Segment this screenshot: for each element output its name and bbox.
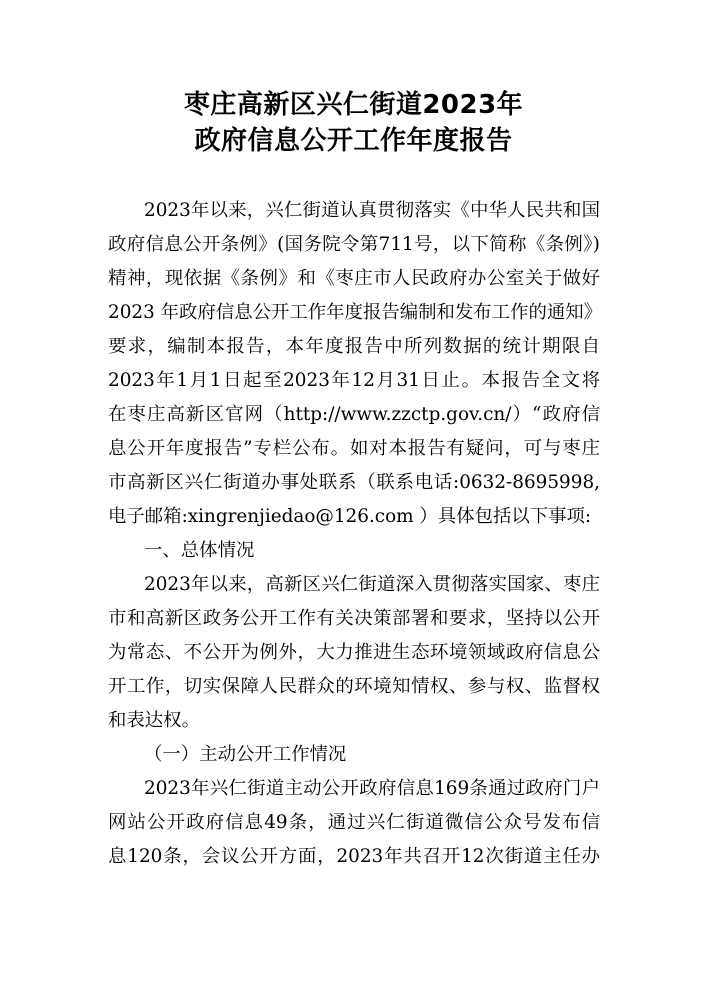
overview-line: 为常态、不公开为例外，大力推进生态环境领域政府信息公 bbox=[108, 642, 600, 663]
intro-line: 电子邮箱:xingrenjiedao@126.com ）具体包括以下事项: bbox=[108, 506, 592, 527]
disclosure-line: 网站公开政府信息49条，通过兴仁街道微信公众号发布信 bbox=[108, 812, 600, 833]
section-heading-overview: 一、总体情况 bbox=[144, 540, 255, 561]
intro-line: 要求，编制本报告，本年度报告中所列数据的统计期限自 bbox=[108, 336, 600, 357]
intro-line: 2023 年政府信息公开工作年度报告编制和发布工作的通知》 bbox=[108, 302, 603, 323]
intro-line: 市高新区兴仁街道办事处联系（联系电话:0632-8695998, bbox=[108, 472, 600, 493]
intro-line: 2023年以来，兴仁街道认真贯彻落实《中华人民共和国 bbox=[144, 200, 600, 221]
subsection-heading-active-disclosure: （一）主动公开工作情况 bbox=[144, 744, 347, 765]
intro-line: 政府信息公开条例》(国务院令第711号，以下简称《条例》) bbox=[108, 234, 600, 255]
intro-line: 息公开年度报告”专栏公布。如对本报告有疑问，可与枣庄 bbox=[108, 438, 600, 459]
overview-line: 市和高新区政务公开工作有关决策部署和要求，坚持以公开 bbox=[108, 608, 600, 629]
disclosure-line: 息120条，会议公开方面，2023年共召开12次街道主任办 bbox=[108, 846, 600, 867]
intro-line: 2023年1月1日起至2023年12月31日止。本报告全文将 bbox=[108, 370, 600, 391]
disclosure-line: 2023年兴仁街道主动公开政府信息169条通过政府门户 bbox=[144, 778, 600, 799]
overview-line: 开工作，切实保障人民群众的环境知情权、参与权、监督权 bbox=[108, 676, 600, 697]
report-title-line-2: 政府信息公开工作年度报告 bbox=[194, 126, 513, 156]
report-title-line-1: 枣庄高新区兴仁街道2023年 bbox=[183, 90, 524, 120]
overview-line: 2023年以来，高新区兴仁街道深入贯彻落实国家、枣庄 bbox=[144, 574, 600, 595]
intro-line: 在枣庄高新区官网（http://www.zzctp.gov.cn/）“政府信 bbox=[108, 404, 600, 425]
overview-line: 和表达权。 bbox=[108, 710, 200, 731]
intro-line: 精神，现依据《条例》和《枣庄市人民政府办公室关于做好 bbox=[108, 268, 600, 289]
